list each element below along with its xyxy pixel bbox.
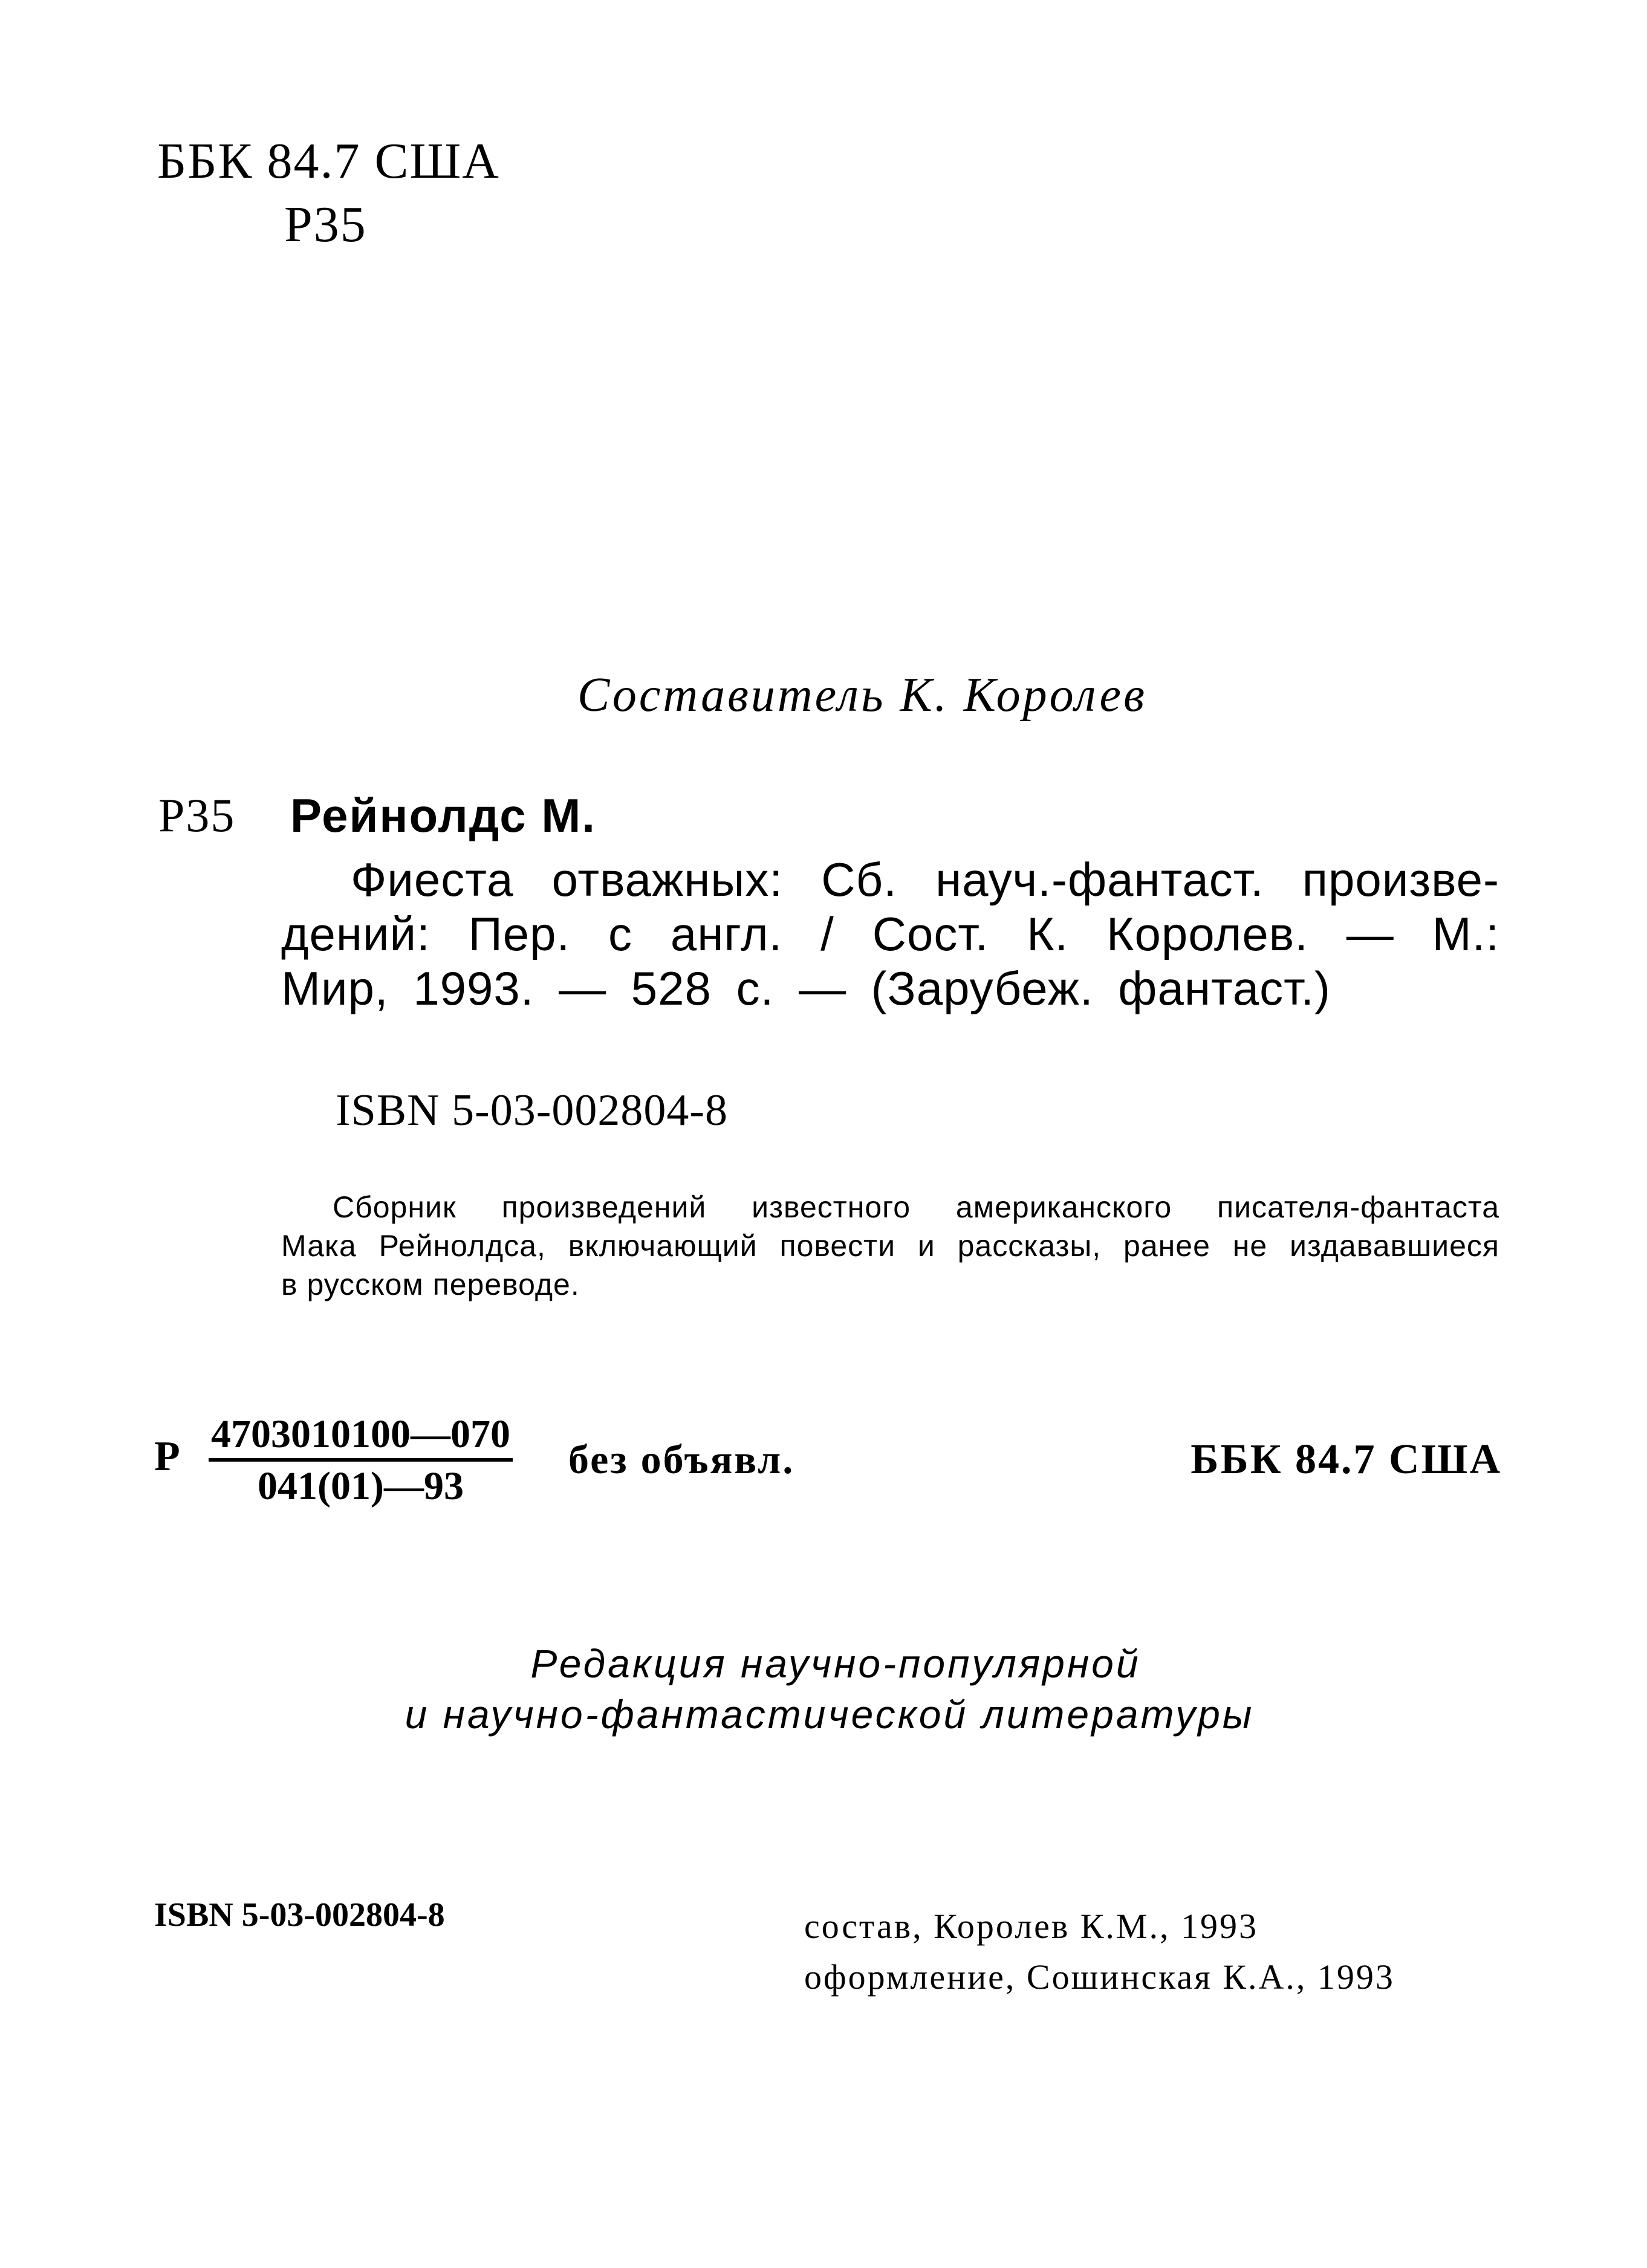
- fraction-numerator: 4703010100—070: [209, 1414, 513, 1462]
- annotation-line: Мака Рейнолдса, включающий повести и рассказы, ранее не издававшиеся: [281, 1229, 1499, 1263]
- catalog-entry-author: Рейнолдс М.: [290, 789, 596, 842]
- bibliographic-line: Фиеста отважных: Сб. науч.-фантаст. произве-: [351, 853, 1499, 906]
- compiler-line: Составитель К. Королев: [577, 669, 1147, 722]
- bibliographic-description: [281, 852, 1499, 1016]
- copyright-block: [804, 1901, 1395, 2003]
- classification-letter: Р: [154, 1433, 180, 1480]
- bbk-index-top: ББК 84.7 США: [157, 133, 500, 189]
- isbn-entry: ISBN 5-03-002804-8: [336, 1086, 729, 1135]
- annotation-paragraph: [281, 1188, 1499, 1304]
- bibliographic-line: дений: Пер. с англ. / Сост. К. Королев. — М.:: [281, 907, 1499, 961]
- price-note: без объявл.: [568, 1436, 795, 1482]
- bibliographic-line: Мир, 1993. — 528 с. — (Зарубеж. фантаст.): [281, 962, 1331, 1015]
- annotation-line: в русском переводе.: [281, 1268, 580, 1301]
- author-mark-top: Р35: [284, 196, 367, 253]
- catalog-entry-code: Р35: [158, 789, 236, 841]
- copyright-line: состав, Королев К.М., 1993: [804, 1907, 1258, 1946]
- editorial-line: Редакция научно-популярной: [530, 1641, 1141, 1686]
- annotation-line: Сборник произведений известного американского писателя-фантаста: [333, 1190, 1499, 1224]
- copyright-line: оформление, Сошинская К.А., 1993: [804, 1957, 1395, 1997]
- editorial-line: и научно-фантастической литературы: [404, 1692, 1255, 1737]
- editorial-office: [0, 1638, 1647, 1740]
- fraction-denominator: 041(01)—93: [258, 1464, 464, 1508]
- classification-fraction: [209, 1414, 513, 1506]
- isbn-footer: ISBN 5-03-002804-8: [154, 1896, 445, 1934]
- bbk-index-bottom: ББК 84.7 США: [1191, 1436, 1502, 1483]
